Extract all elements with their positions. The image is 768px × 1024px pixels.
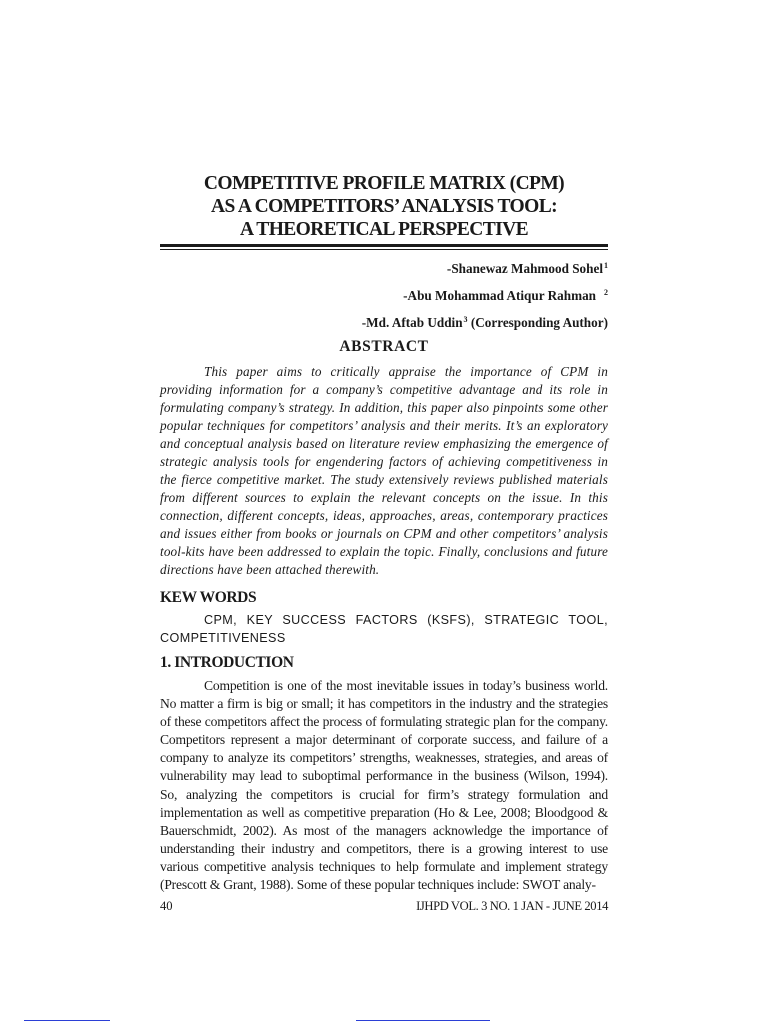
author-note: (Corresponding Author) — [467, 315, 608, 330]
title-line-2: AS A COMPETITORS’ ANALYSIS TOOL: — [210, 196, 557, 217]
author-name: -Md. Aftab Uddin — [361, 315, 463, 330]
introduction-heading: 1. INTRODUCTION — [160, 654, 294, 671]
journal-reference: IJHPD VOL. 3 NO. 1 JAN - JUNE 2014 — [416, 899, 608, 913]
author-3 — [160, 308, 608, 335]
author-name: -Abu Mohammad Atiqur Rahman — [403, 288, 596, 303]
link-underline-center[interactable] — [356, 1020, 490, 1021]
title-line-1: COMPETITIVE PROFILE MATRIX (CPM) — [203, 173, 565, 194]
paper-title — [160, 172, 608, 241]
link-underline-left[interactable] — [24, 1020, 110, 1021]
author-2 — [160, 281, 608, 308]
introduction-text: Competition is one of the most inevitable issues in today’s business world. No matter a firm is big or small; it has competitors in the industry and the strategies of these competitors affect the process of formulating strategic plan for the company. Competitors represent a major determinant of corporate success, and failure of a company to analyze its competitors’ strengths, weaknesses, strategies, and areas of vulnerability may lead to suboptimal performance in the business (Wilson, 1994). So, analyzing the competitors is crucial for firm’s strategy formulation and implementation as well as competitive preparation (Ho & Lee, 2008; Bloodgood & Bauerschmidt, 2002). As most of the managers acknowledge the importance of understanding their industry and competitors, there is a growing interest to use various competitive analysis techniques to help formulate and implement strategy (Prescott & Grant, 1988). Some of these popular techniques include: SWOT analy- — [160, 678, 608, 893]
author-1 — [160, 254, 608, 281]
keywords-heading: KEW WORDS — [160, 589, 257, 606]
abstract-text: This paper aims to critically appraise the importance of CPM in providing information for a company’s competitive advantage and its role in formulating company’s strategy. In addition, this paper also pinpoints some other popular techniques for competitors’ analysis and their merits. It’s an exploratory and conceptual analysis based on literature review emphasizing the emergence of strategic analysis tools for engendering factors of achieving competitiveness in the fierce competitive market. The study extensively reviews published materials from different sources to explain the relevant concepts on the issue. In this connection, different concepts, ideas, approaches, areas, contemporary practices and issues either from books or journals on CPM and other competitors’ analysis tool-kits have been addressed to explain the topic. Finally, conclusions and future directions have been attached therewith. — [160, 364, 608, 577]
title-rule-thick — [160, 244, 608, 247]
author-affiliation-mark: 1 — [604, 261, 608, 270]
title-rule-thin — [160, 249, 608, 250]
author-affiliation-mark: 2 — [604, 288, 608, 297]
author-name: -Shanewaz Mahmood Sohel — [446, 261, 603, 276]
author-affiliation-mark: 3 — [463, 315, 468, 324]
abstract-heading: ABSTRACT — [339, 338, 429, 355]
title-line-3: A THEORETICAL PERSPECTIVE — [239, 219, 529, 240]
page-number: 40 — [160, 899, 173, 913]
keywords-text: CPM, KEY SUCCESS FACTORS (KSFS), STRATEGIC TOOL, COMPETITIVENESS — [160, 613, 608, 645]
author-list — [160, 254, 608, 335]
paper-page — [160, 172, 608, 894]
